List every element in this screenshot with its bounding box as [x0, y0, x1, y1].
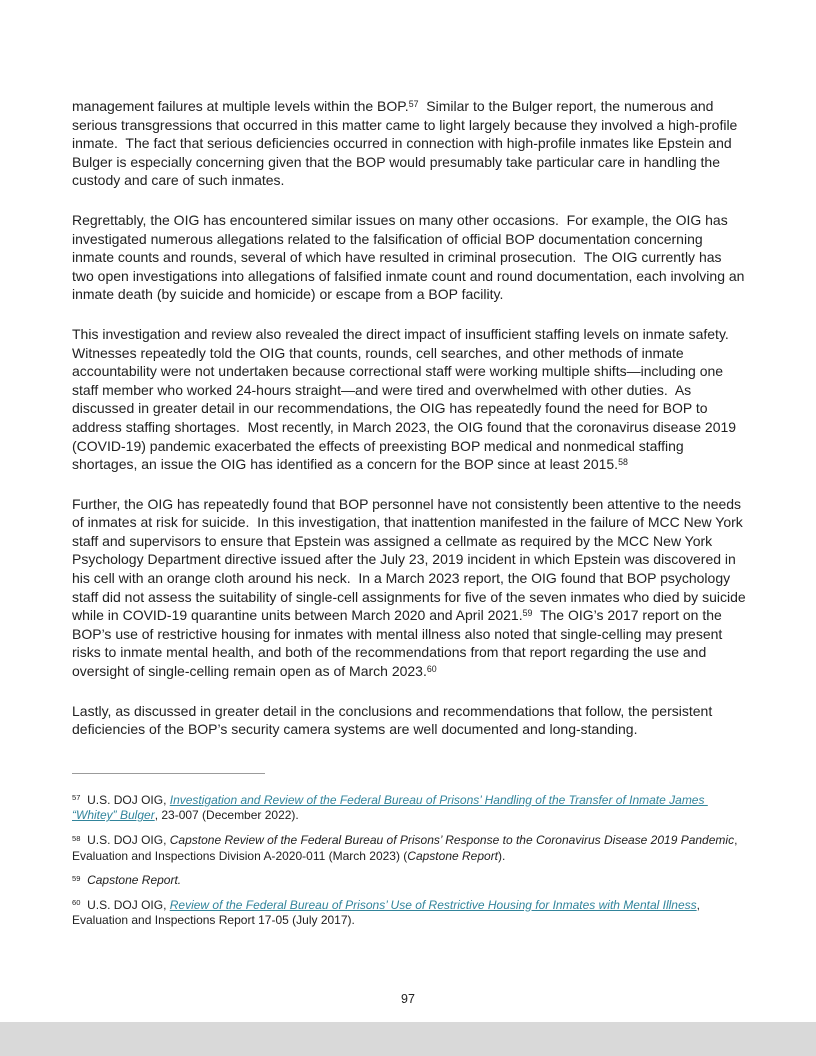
footnote-marker: 60 — [426, 664, 437, 675]
text-run: Regrettably, the OIG has encountered similar issues on many other occasions. For example, the OIG has investigated numerous allegations related to the falsification of official BOP documentation concerning inmate counts and rounds, several of which have resulted in criminal prosecution. The OIG currently has two open investigations into allegations of falsified inmate count and round documentation, each involving an inmate death (by suicide and homicide) or escape from a BOP facility. — [72, 211, 749, 303]
text-run: , Evaluation and Inspections Report 17-05 (July 2017). — [72, 897, 704, 928]
hyperlink[interactable]: Review of the Federal Bureau of Prisons’ Use of Restrictive Housing for Inmates with Mental Illness — [169, 897, 697, 912]
footnote-59 — [72, 873, 746, 889]
footnote-separator — [72, 773, 265, 774]
text-run: Capstone Report — [407, 848, 499, 863]
paragraph-3 — [72, 325, 746, 474]
footnote-marker: 59 — [522, 608, 533, 619]
footnote-marker: 57 — [72, 793, 81, 803]
footnote-57 — [72, 793, 746, 824]
page-content — [72, 97, 750, 938]
footer-gray-bar — [0, 1022, 816, 1056]
page-number: 97 — [401, 992, 415, 1006]
paragraph-5 — [72, 702, 746, 739]
footnote-marker: 59 — [72, 873, 81, 883]
text-run: Capstone Review of the Federal Bureau of Prisons’ Response to the Coronavirus Disease 2019 Pandemic — [169, 833, 735, 847]
footnote-marker: 57 — [408, 99, 419, 110]
text-run: Lastly, as discussed in greater detail in the conclusions and recommendations that follow, the persistent deficiencies of the BOP’s security camera systems are well documented and long-standing. — [72, 702, 717, 738]
text-run: management failures at multiple levels within the BOP. — [72, 98, 409, 114]
text-run: , Evaluation and Inspections Division A-2020-011 (March 2023) ( — [72, 833, 741, 863]
text-run: The OIG’s 2017 report on the BOP’s use of restrictive housing for inmates with mental illness also noted that single-celling may present risks to inmate mental health, and both of the recommendations from that report regarding the use and oversight of single-celling remain open as of March 2023. — [72, 607, 727, 680]
paragraph-1 — [72, 97, 746, 190]
text-run: U.S. DOJ OIG, — [80, 833, 170, 847]
footnote-marker: 58 — [72, 833, 81, 843]
footnote-marker: 58 — [618, 457, 628, 468]
hyperlink[interactable]: Investigation and Review of the Federal Bureau of Prisons’ Handling of the Transfer of Inmate James “Whitey” Bulger — [72, 792, 708, 823]
footnote-58 — [72, 833, 746, 864]
text-run: , 23-007 (December 2022). — [154, 808, 299, 823]
text-run: This investigation and review also revealed the direct impact of insufficient staffing levels on inmate safety. Witnesses repeatedly told the OIG that counts, rounds, cell searches, and other methods of inmate accountability were not undertaken because correctional staff were working multiple shifts—including one staff member who worked 24-hours straight—and were tired and overwhelmed with other duties. As discussed in greater detail in our recommendations, the OIG has repeatedly found the need for BOP to address staffing shortages. Most recently, in March 2023, the OIG found that the coronavirus disease 2019 (COVID-19) pandemic exacerbated the effects of preexisting BOP medical and nonmedical staffing shortages, an issue the OIG has identified as a concern for the BOP since at least 2015. — [72, 325, 740, 473]
paragraph-4 — [72, 495, 750, 681]
text-run: U.S. DOJ OIG, — [80, 792, 170, 807]
text-run: Capstone Report. — [87, 873, 182, 888]
text-run: ). — [498, 848, 506, 863]
text-run: Similar to the Bulger report, the numerous and serious transgressions that occurred in this matter came to light largely because they involved a high-profile inmate. The fact that serious deficiencies occurred in connection with high-profile inmates like Epstein and Bulger is especially concerning given that the BOP would presumably take particular care in handling the custody and care of such inmates. — [72, 98, 742, 189]
footnote-marker: 60 — [72, 898, 81, 908]
footnote-60 — [72, 898, 746, 929]
text-run: Further, the OIG has repeatedly found that BOP personnel have not consistently been attentive to the needs of inmates at risk for suicide. In this investigation, that inattention manifested in the failure of MCC New York staff and supervisors to ensure that Epstein was assigned a cellmate as required by the MCC New York Psychology Department directive issued after the July 23, 2019 incident in which Epstein was discovered in his cell with an orange cloth around his neck. In a March 2023 report, the OIG found that BOP psychology staff did not assess the suitability of single-cell assignments for five of the seven inmates who died by suicide while in COVID-19 quarantine units between March 2020 and April 2021. — [72, 495, 750, 624]
paragraph-2 — [72, 211, 749, 304]
text-run: U.S. DOJ OIG, — [80, 897, 170, 912]
